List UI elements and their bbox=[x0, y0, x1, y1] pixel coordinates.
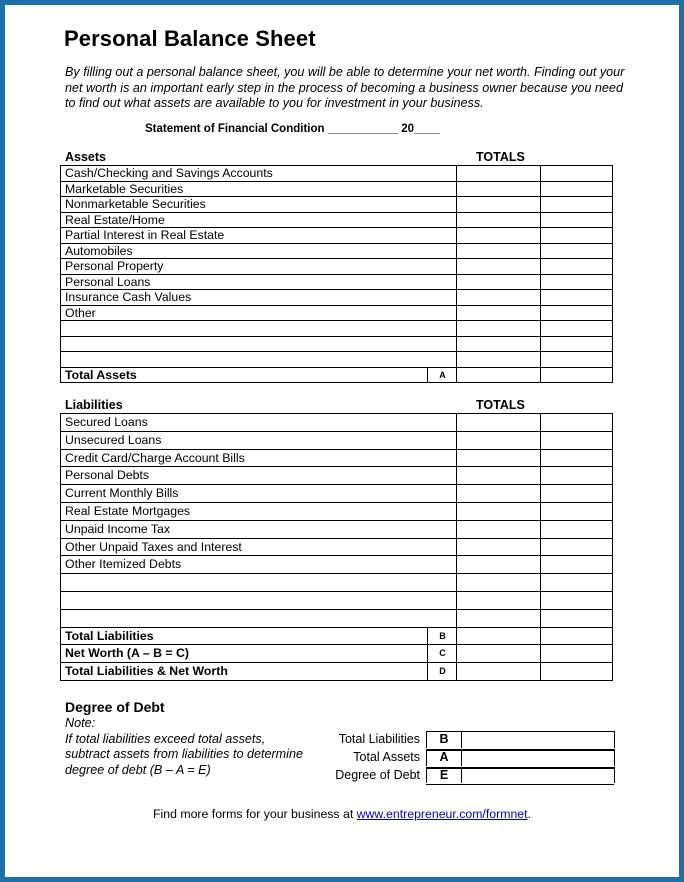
degree-row-label: Total Assets bbox=[353, 749, 420, 764]
amount-cell[interactable] bbox=[456, 228, 457, 243]
row-label: Real Estate/Home bbox=[65, 212, 165, 227]
row-label: Current Monthly Bills bbox=[65, 486, 179, 501]
row-letter: A bbox=[427, 368, 457, 383]
total-cell[interactable] bbox=[540, 306, 541, 321]
row-label: Cash/Checking and Savings Accounts bbox=[65, 166, 273, 180]
row-label: Secured Loans bbox=[65, 415, 148, 429]
total-cell[interactable] bbox=[540, 485, 541, 502]
total-cell[interactable] bbox=[540, 275, 541, 290]
footer-link[interactable]: www.entrepreneur.com/formnet bbox=[356, 807, 528, 821]
amount-cell[interactable] bbox=[456, 574, 457, 591]
amount-cell[interactable] bbox=[456, 663, 457, 680]
liability-row bbox=[60, 574, 613, 592]
degree-row bbox=[300, 749, 614, 767]
total-assets-row bbox=[60, 368, 613, 384]
amount-cell[interactable] bbox=[456, 306, 457, 321]
assets-totals-heading: TOTALS bbox=[476, 150, 525, 164]
amount-cell[interactable] bbox=[456, 485, 457, 502]
asset-row bbox=[60, 244, 613, 260]
row-letter: D bbox=[427, 663, 457, 680]
amount-cell[interactable] bbox=[456, 275, 457, 290]
total-cell[interactable] bbox=[540, 610, 541, 627]
total-cell[interactable] bbox=[540, 368, 541, 383]
row-letter: B bbox=[427, 628, 457, 645]
degree-of-debt-heading: Degree of Debt bbox=[65, 699, 165, 715]
amount-cell[interactable] bbox=[456, 259, 457, 274]
asset-row bbox=[60, 337, 613, 353]
total-cell[interactable] bbox=[540, 244, 541, 259]
row-label: Total Liabilities & Net Worth bbox=[65, 664, 228, 679]
total-cell[interactable] bbox=[540, 213, 541, 228]
amount-cell[interactable] bbox=[456, 592, 457, 609]
total-cell[interactable] bbox=[540, 645, 541, 662]
summary-row bbox=[60, 628, 613, 646]
footer-suffix: . bbox=[527, 807, 531, 821]
assets-table bbox=[60, 165, 613, 383]
asset-row bbox=[60, 290, 613, 306]
asset-row bbox=[60, 321, 613, 337]
liability-row bbox=[60, 503, 613, 521]
total-cell[interactable] bbox=[540, 467, 541, 484]
row-label: Unsecured Loans bbox=[65, 432, 162, 447]
asset-row bbox=[60, 259, 613, 275]
total-cell[interactable] bbox=[540, 228, 541, 243]
footer bbox=[0, 807, 684, 821]
amount-cell[interactable] bbox=[456, 610, 457, 627]
total-cell[interactable] bbox=[540, 556, 541, 573]
total-cell[interactable] bbox=[540, 166, 541, 181]
degree-row bbox=[300, 767, 614, 785]
row-label: Personal Debts bbox=[65, 468, 150, 483]
liabilities-totals-heading: TOTALS bbox=[476, 398, 525, 412]
total-cell[interactable] bbox=[540, 182, 541, 197]
row-label: Total Liabilities bbox=[65, 628, 154, 643]
total-cell[interactable] bbox=[540, 663, 541, 680]
row-label: Partial Interest in Real Estate bbox=[65, 228, 225, 242]
amount-cell[interactable] bbox=[456, 450, 457, 467]
asset-row bbox=[60, 275, 613, 291]
total-cell[interactable] bbox=[540, 414, 541, 431]
row-label: Credit Card/Charge Account Bills bbox=[65, 450, 245, 465]
note-label: Note: bbox=[65, 716, 96, 730]
amount-cell[interactable] bbox=[456, 321, 457, 336]
statement-line: Statement of Financial Condition ___________ 20____ bbox=[145, 123, 440, 135]
degree-of-debt-table bbox=[300, 731, 614, 784]
row-label: Net Worth (A – B = C) bbox=[65, 646, 189, 661]
degree-row-letter: A bbox=[426, 749, 462, 766]
row-label: Other bbox=[65, 305, 96, 320]
row-label: Personal Property bbox=[65, 259, 164, 273]
asset-row bbox=[60, 166, 613, 182]
asset-row bbox=[60, 213, 613, 229]
row-label: Automobiles bbox=[65, 243, 133, 258]
row-label: Marketable Securities bbox=[65, 181, 184, 196]
summary-row bbox=[60, 645, 613, 663]
liability-row bbox=[60, 539, 613, 557]
total-cell[interactable] bbox=[540, 352, 541, 367]
total-cell[interactable] bbox=[540, 432, 541, 449]
footer-text: Find more forms for your business at bbox=[153, 807, 357, 821]
total-cell[interactable] bbox=[540, 503, 541, 520]
total-cell[interactable] bbox=[540, 337, 541, 352]
total-cell[interactable] bbox=[540, 574, 541, 591]
total-cell[interactable] bbox=[540, 592, 541, 609]
degree-row-letter: E bbox=[426, 767, 462, 784]
row-label: Unpaid Income Tax bbox=[65, 521, 171, 536]
liabilities-table bbox=[60, 413, 613, 681]
amount-cell[interactable] bbox=[456, 290, 457, 305]
total-cell[interactable] bbox=[540, 450, 541, 467]
page-title: Personal Balance Sheet bbox=[64, 26, 316, 51]
liability-row bbox=[60, 592, 613, 610]
row-letter: C bbox=[427, 645, 457, 662]
total-cell[interactable] bbox=[540, 290, 541, 305]
liability-row bbox=[60, 432, 613, 450]
row-label: Nonmarketable Securities bbox=[65, 197, 206, 211]
amount-cell[interactable] bbox=[456, 352, 457, 367]
amount-cell[interactable] bbox=[456, 414, 457, 431]
degree-row-value[interactable] bbox=[461, 749, 615, 766]
liability-row bbox=[60, 521, 613, 539]
row-label: Other Unpaid Taxes and Interest bbox=[65, 539, 242, 554]
row-label: Total Assets bbox=[65, 367, 137, 382]
row-label: Other Itemized Debts bbox=[65, 557, 182, 572]
amount-cell[interactable] bbox=[456, 645, 457, 662]
degree-row-label: Degree of Debt bbox=[335, 767, 420, 782]
liability-row bbox=[60, 610, 613, 628]
degree-row bbox=[300, 731, 614, 749]
assets-heading: Assets bbox=[65, 150, 106, 164]
amount-cell[interactable] bbox=[456, 432, 457, 449]
intro-paragraph: By filling out a personal balance sheet, you will be able to determine your net worth. Finding out your net worth is an important early step in the process of becoming a business owner because you need to find out what assets are available to you for investment in your business. bbox=[65, 65, 625, 110]
amount-cell[interactable] bbox=[456, 521, 457, 538]
amount-cell[interactable] bbox=[456, 368, 457, 383]
degree-row-value[interactable] bbox=[461, 731, 615, 748]
divider bbox=[426, 784, 614, 785]
amount-cell[interactable] bbox=[456, 467, 457, 484]
row-label: Real Estate Mortgages bbox=[65, 503, 191, 518]
row-label: Personal Loans bbox=[65, 274, 151, 289]
liability-row bbox=[60, 414, 613, 432]
row-label: Insurance Cash Values bbox=[65, 290, 192, 304]
note-text: If total liabilities exceed total assets, subtract assets from liabilities to determine degree of debt (B – A = E) bbox=[65, 731, 303, 777]
liability-row bbox=[60, 450, 613, 468]
total-cell[interactable] bbox=[540, 197, 541, 212]
total-cell[interactable] bbox=[540, 259, 541, 274]
asset-row bbox=[60, 182, 613, 198]
amount-cell[interactable] bbox=[456, 197, 457, 212]
amount-cell[interactable] bbox=[456, 166, 457, 181]
amount-cell[interactable] bbox=[456, 628, 457, 645]
liability-row bbox=[60, 485, 613, 503]
asset-row bbox=[60, 197, 613, 213]
liabilities-heading: Liabilities bbox=[65, 398, 123, 412]
amount-cell[interactable] bbox=[456, 503, 457, 520]
degree-row-letter: B bbox=[426, 731, 462, 748]
liability-row bbox=[60, 467, 613, 485]
amount-cell[interactable] bbox=[456, 337, 457, 352]
amount-cell[interactable] bbox=[456, 244, 457, 259]
amount-cell[interactable] bbox=[456, 539, 457, 556]
asset-row bbox=[60, 306, 613, 322]
amount-cell[interactable] bbox=[456, 182, 457, 197]
summary-row bbox=[60, 663, 613, 681]
asset-row bbox=[60, 228, 613, 244]
degree-row-label: Total Liabilities bbox=[338, 732, 420, 746]
total-cell[interactable] bbox=[540, 539, 541, 556]
total-cell[interactable] bbox=[540, 521, 541, 538]
degree-row-value[interactable] bbox=[461, 767, 615, 784]
amount-cell[interactable] bbox=[456, 556, 457, 573]
liability-row bbox=[60, 556, 613, 574]
degree-of-debt-note bbox=[65, 716, 305, 778]
asset-row bbox=[60, 352, 613, 368]
total-cell[interactable] bbox=[540, 628, 541, 645]
total-cell[interactable] bbox=[540, 321, 541, 336]
amount-cell[interactable] bbox=[456, 213, 457, 228]
